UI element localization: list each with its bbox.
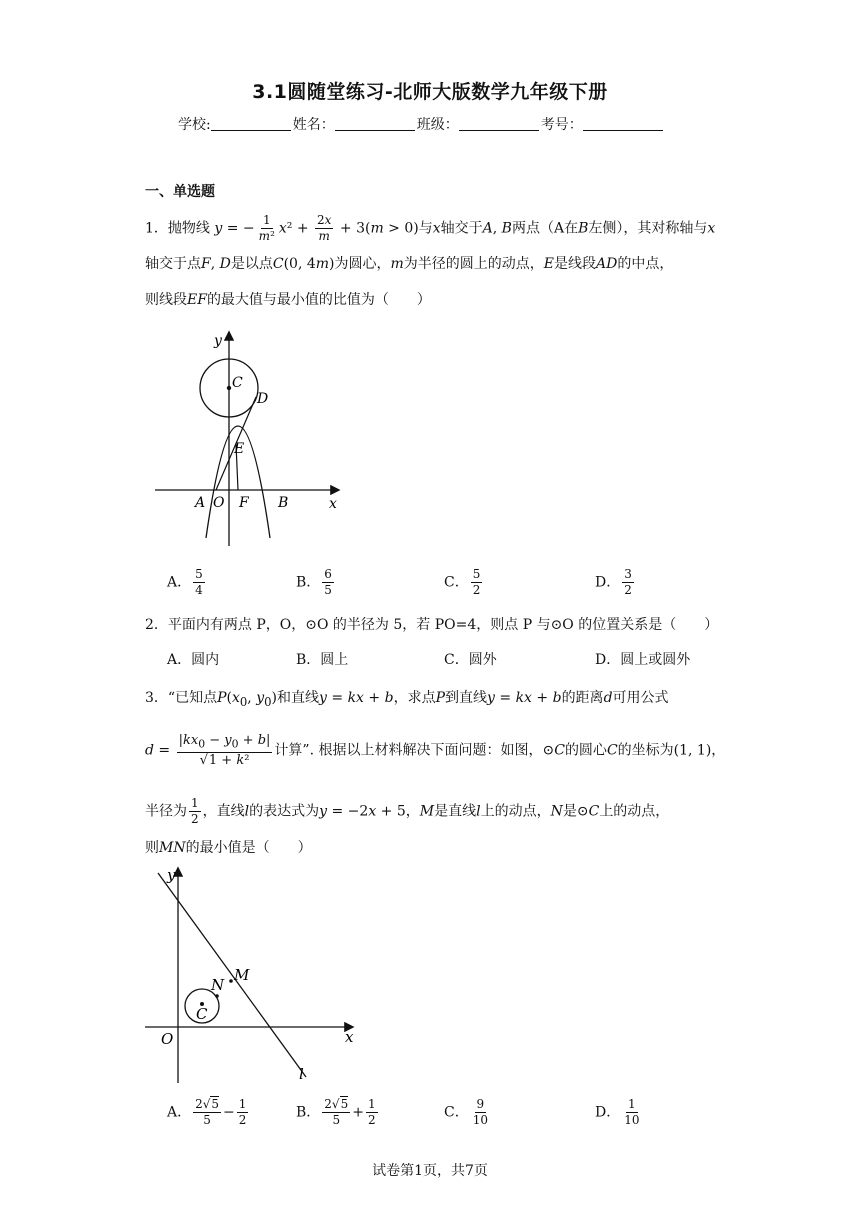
center-point <box>227 386 231 390</box>
q2-option-b[interactable]: B．圆上 <box>296 652 349 668</box>
q1-option-d[interactable]: D． $\frac{3}{2}$ <box>595 567 632 597</box>
name-label: 姓名： <box>292 117 335 133</box>
page-footer: 试卷第1页，共7页 <box>372 1163 488 1179</box>
fig3-label-x: x <box>345 1028 354 1046</box>
fig3-label-m: M <box>234 966 250 984</box>
fig1-label-e: E <box>234 441 245 457</box>
name-blank <box>335 116 415 131</box>
q3-line2: d = $\frac{|kx_0 - y_0 + b|}{\text{√1 + k²}}$ 计算”. 根据以上材料解决下面问题：如图，⊙C的圆心C的坐标为(1, 1)， <box>145 733 726 768</box>
q1-option-b[interactable]: B． $\frac{6}{5}$ <box>296 567 332 597</box>
q3-line4: 则MN的最小值是（ ） <box>145 840 312 856</box>
fig1-label-x: x <box>329 496 337 512</box>
q1-figure <box>150 328 350 550</box>
class-label: 班级： <box>416 117 459 133</box>
fig1-label-a: A <box>195 495 206 511</box>
fig3-label-n: N <box>211 976 225 994</box>
fig3-label-y: y <box>167 866 176 884</box>
q1-option-a[interactable]: A． $\frac{5}{4}$ <box>167 567 203 597</box>
page-title: 3.1圆随堂练习-北师大版数学九年级下册 <box>252 81 608 103</box>
number-blank <box>583 116 663 131</box>
q2-option-c[interactable]: C．圆外 <box>444 652 497 668</box>
fig1-label-o: O <box>213 495 225 511</box>
q3-option-c[interactable]: C． $\frac{9}{10}$ <box>444 1097 488 1127</box>
point-n <box>215 994 219 998</box>
line-l <box>158 873 306 1077</box>
q3-option-b[interactable]: B． $\frac{2√5}{5}$ + $\frac{1}{2}$ <box>296 1097 376 1127</box>
school-label: 学校: <box>178 117 211 133</box>
q3-figure <box>140 865 370 1090</box>
section-heading: 一、单选题 <box>145 184 215 200</box>
fig1-label-c: C <box>232 375 243 391</box>
q2-option-a[interactable]: A．圆内 <box>167 652 220 668</box>
school-blank <box>211 116 291 131</box>
class-blank <box>459 116 539 131</box>
number-label: 考号： <box>540 117 583 133</box>
q1-option-c[interactable]: C． $\frac{5}{2}$ <box>444 567 481 597</box>
q2-option-d[interactable]: D．圆上或圆外 <box>595 652 691 668</box>
point-m <box>229 979 233 983</box>
fig1-label-f: F <box>239 495 249 511</box>
q1-line1: 1．抛物线 y = − $\frac{1}{\text{m²}}$ x² + $\frac{2x}{m}$ + 3(m > 0)与x轴交于A, B两点（A在B左侧），其对称轴与x <box>145 213 716 243</box>
fig1-label-b: B <box>278 495 289 511</box>
fig1-label-y: y <box>214 333 222 349</box>
student-info-row <box>178 114 665 134</box>
fig3-label-c: C <box>196 1005 208 1023</box>
q1-line3: 则线段EF的最大值与最小值的比值为（ ） <box>145 292 431 308</box>
q3-line1: 3．“已知点$P(x_0$, $y_0$)和直线y = kx + b，求点P到直线y = kx + b的距离d可用公式 <box>145 690 669 709</box>
fig1-label-d: D <box>257 391 269 407</box>
q1-line2: 轴交于点F, D是以点C(0, 4m)为圆心，m为半径的圆上的动点，E是线段AD的中点， <box>145 256 674 272</box>
fig3-label-l: l <box>299 1065 304 1083</box>
q3-option-d[interactable]: D． $\frac{1}{10}$ <box>595 1097 640 1127</box>
fig3-label-o: O <box>161 1030 174 1048</box>
q3-line3: 半径为 $\frac{1}{2}$ ，直线l的表达式为y = −2x + 5，M是直线l上的动点，N是⊙C上的动点， <box>145 796 670 826</box>
q3-option-a[interactable]: A． $\frac{2√5}{5}$ − $\frac{1}{2}$ <box>167 1097 247 1127</box>
q2-text: 2．平面内有两点 P，O，⊙O 的半径为 5，若 PO=4，则点 P 与⊙O 的位置关系是（ ） <box>145 617 719 633</box>
